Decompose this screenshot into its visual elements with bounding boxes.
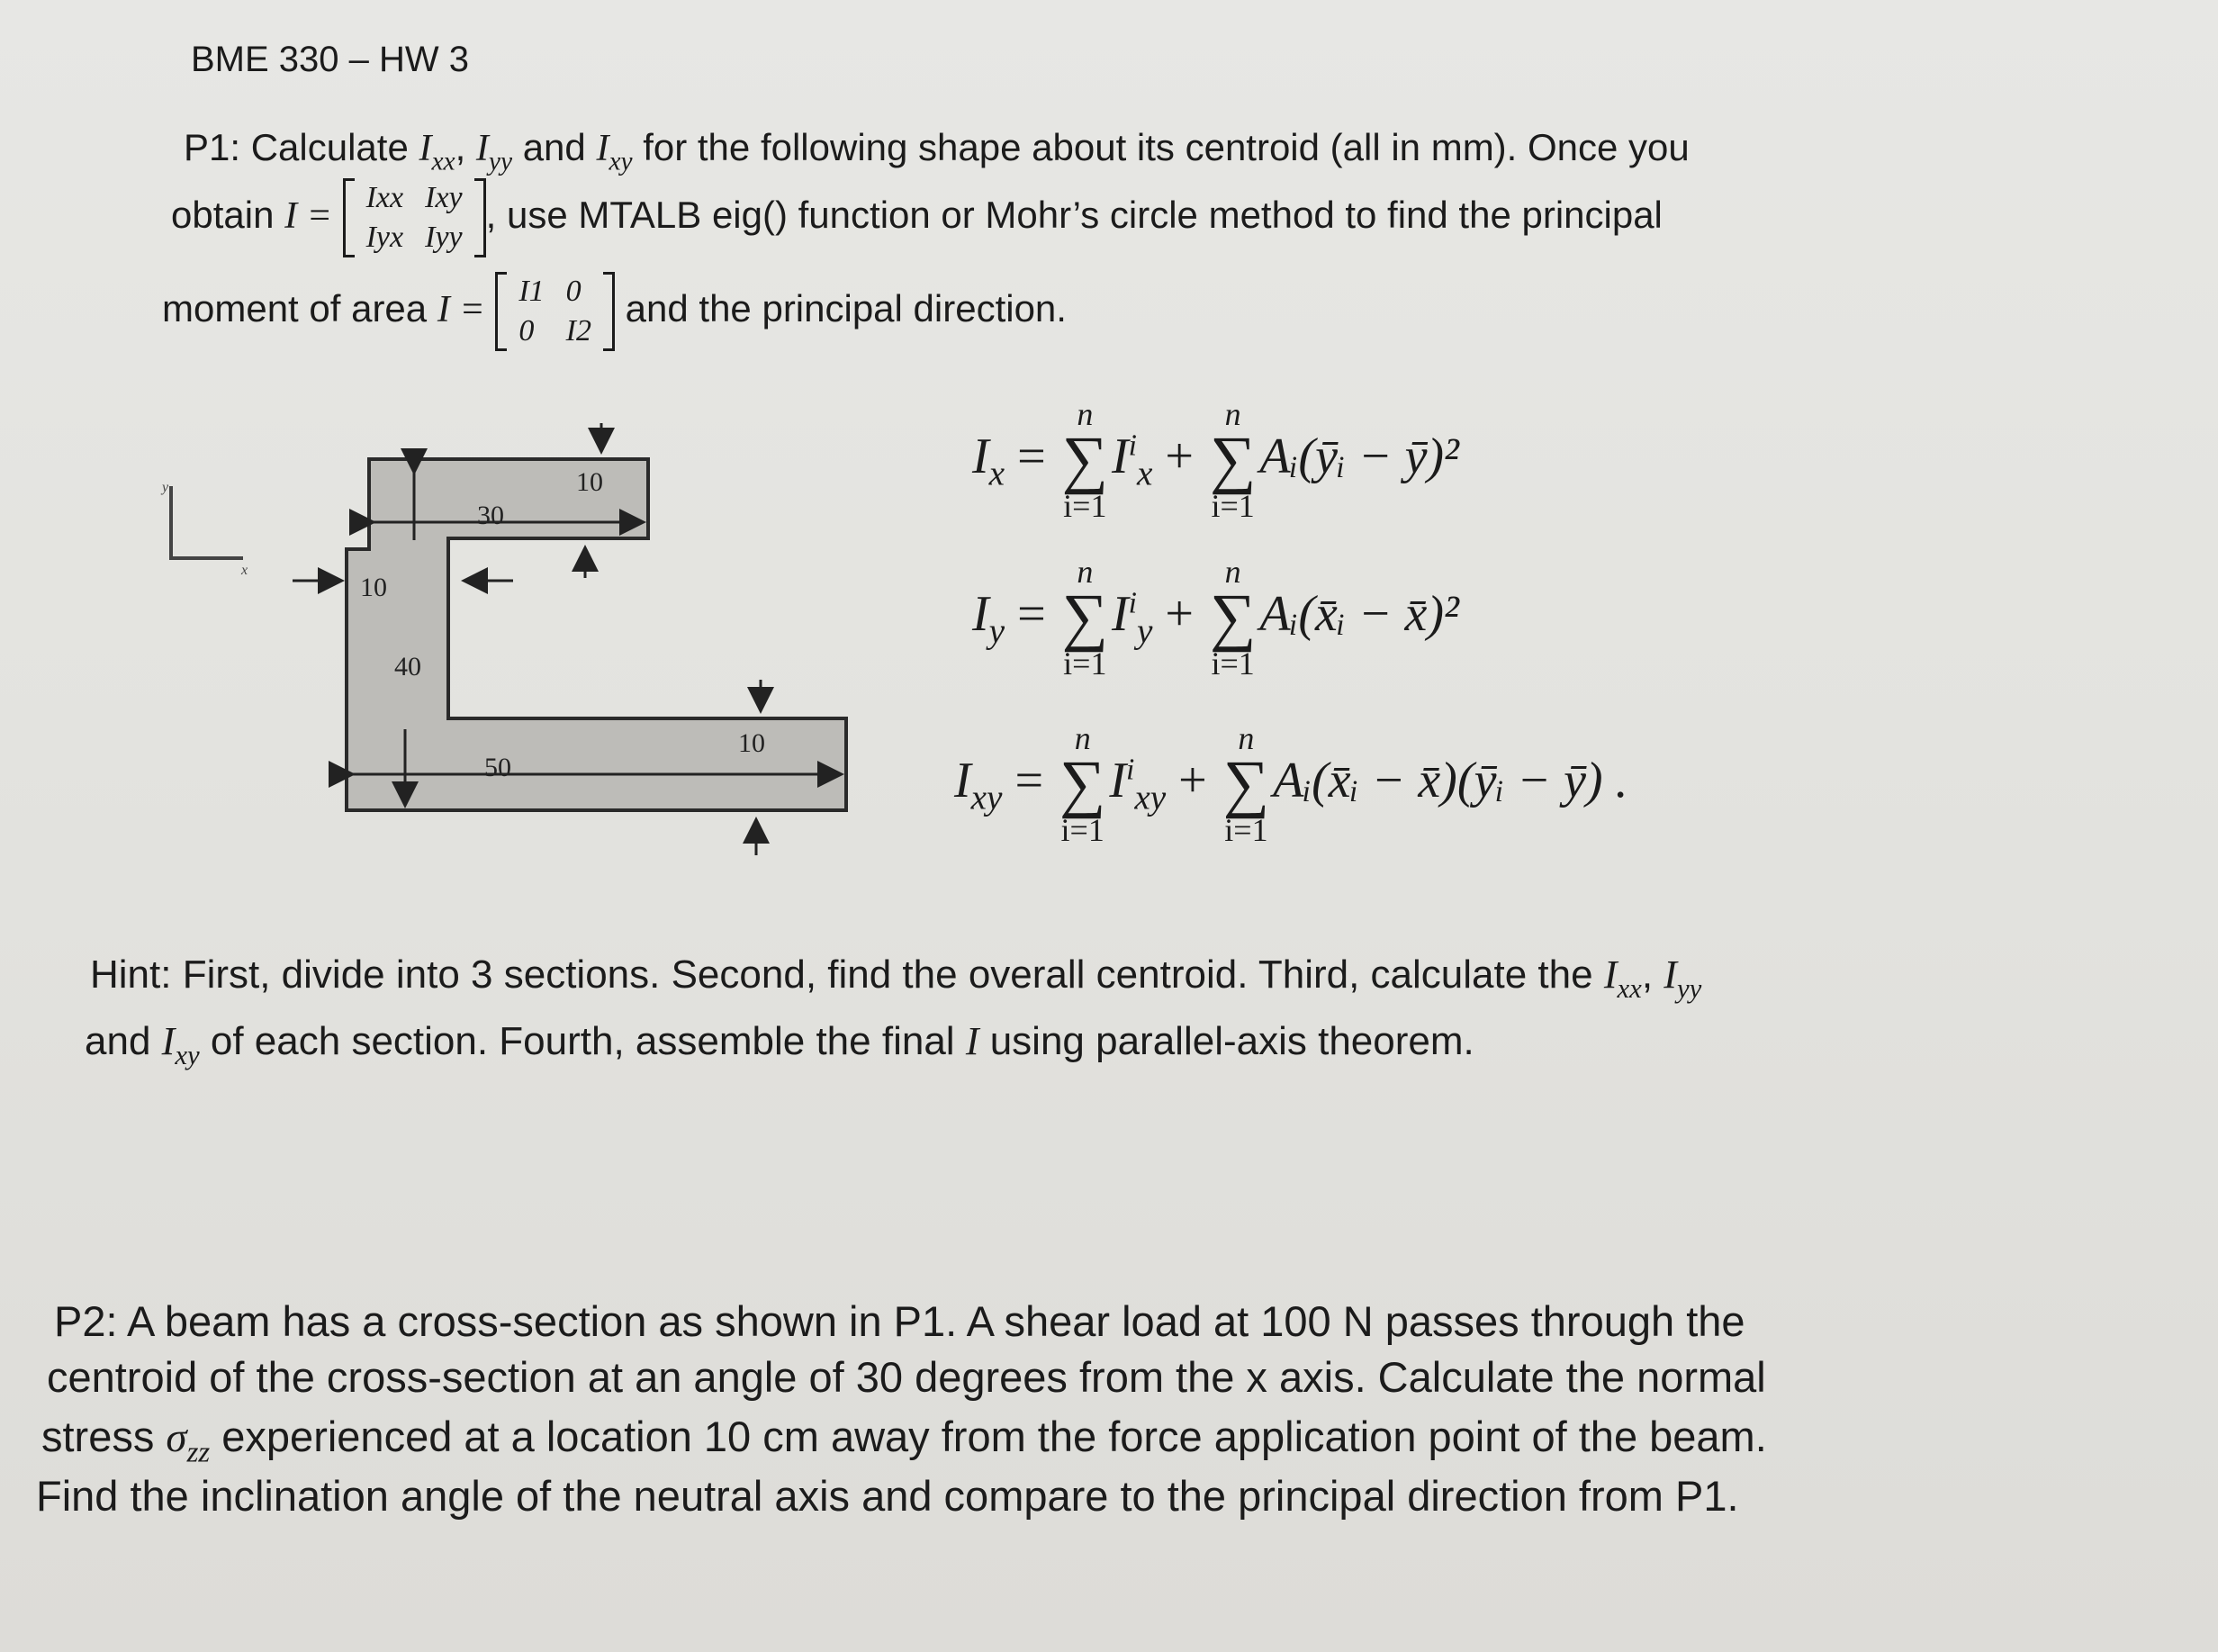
p1-line-1: P1: Calculate $I_{xx}$, $I_{yy}$ and $I_{xy}$ for the following shape about its centroid (all in mm). Once you [184,126,1690,176]
cross-section-figure [144,396,882,882]
dim-30: 30 [477,501,504,530]
p1-line-3: moment of area I = I1 0 0 I2 and the principal direction. [162,272,1067,351]
hint-line-2: and $I_{xy}$ of each section. Fourth, assemble the final I using parallel-axis theorem. [85,1019,1474,1070]
var-ixx: $I_{xx}$ [419,128,455,176]
z-section-shape [347,459,846,810]
var-ixy: $I_{xy}$ [596,128,633,176]
dim-10-bottom: 10 [738,728,765,758]
dim-50: 50 [484,753,511,782]
principal-matrix: I1 0 0 I2 [495,272,615,351]
p2-line-3: stress $\sigma_{zz}$ experienced at a location 10 cm away from the force application point of the beam. [41,1413,1767,1469]
equation-ix: $I_x$ = n ∑ i=1 $I^i_x$ + n ∑ i=1 Aᵢ(ȳᵢ − ȳ)² [972,396,1459,524]
inertia-matrix: Ixx Ixy Iyx Iyy [343,178,486,257]
svg-text:x: x [241,563,248,578]
p2-line-2: centroid of the cross-section at an angle of 30 degrees from the x axis. Calculate the normal [47,1353,1766,1401]
hint-line-1: Hint: First, divide into 3 sections. Second, find the overall centroid. Third, calculate the $I_{xx}$, $I_{yy}$ [90,952,1702,1004]
equation-iy: $I_y$ = n ∑ i=1 $I^i_y$ + n ∑ i=1 Aᵢ(x̄ᵢ − x̄)² [972,554,1459,682]
p1-line-2: obtain I = Ixx Ixy Iyx Iyy , use MTALB eig() function or Mohr’s circle method to find the principal [171,178,1663,257]
course-title: BME 330 – HW 3 [191,40,470,79]
coordinate-axes-icon [160,480,248,578]
dim-10-left: 10 [360,573,387,602]
dim-40: 40 [394,652,421,682]
dim-10-top: 10 [576,467,603,497]
p2-line-1: P2: A beam has a cross-section as shown in P1. A shear load at 100 N passes through the [54,1297,1745,1345]
equation-ixy: $I_{xy}$ = n ∑ i=1 $I^i_{xy}$ + n ∑ i=1 Aᵢ(x̄ᵢ − x̄)(ȳᵢ − ȳ) . [954,720,1628,848]
svg-text:y: y [162,480,169,495]
p2-line-4: Find the inclination angle of the neutral axis and compare to the principal direction from P1. [36,1472,1739,1520]
var-iyy: $I_{yy}$ [475,128,513,176]
p1-intro: P1: Calculate [184,126,409,168]
